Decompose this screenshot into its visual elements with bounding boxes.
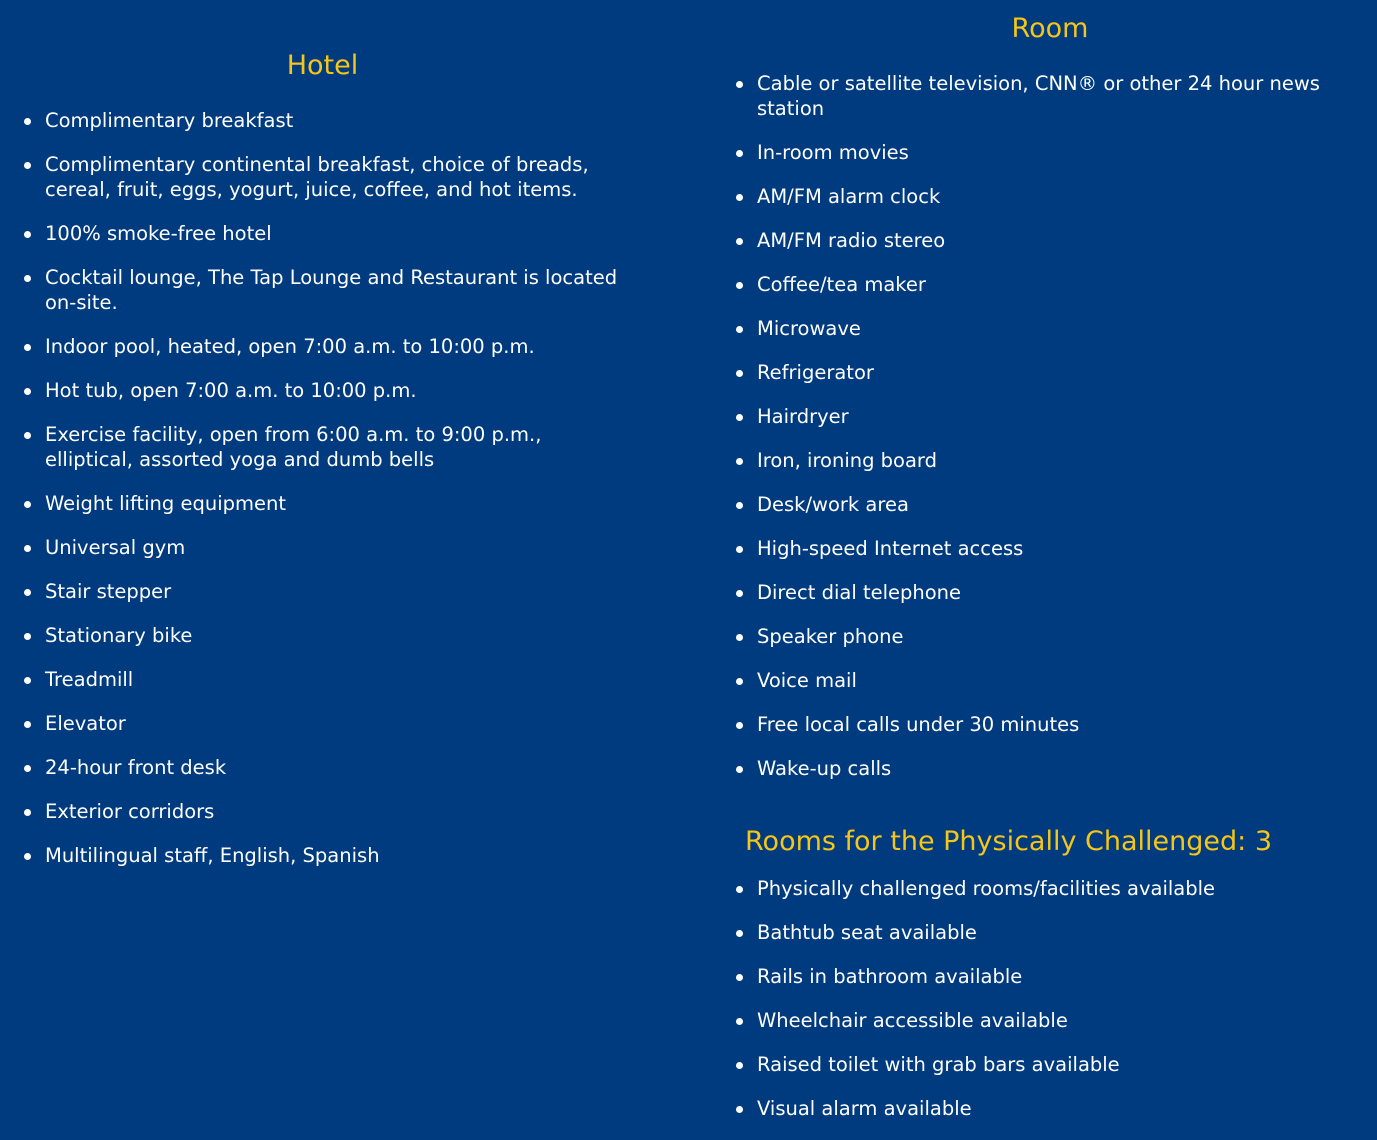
- amenity-item: [725, 1052, 1345, 1077]
- amenity-item: [725, 536, 1345, 561]
- accessible-section-title: Rooms for the Physically Challenged: 3: [745, 826, 1273, 857]
- amenity-text: Rails in bathroom available: [757, 965, 1023, 988]
- bullet-icon: [24, 344, 31, 351]
- bullet-icon: [736, 766, 743, 773]
- amenity-text: Stair stepper: [45, 580, 172, 603]
- amenity-text: Refrigerator: [757, 361, 874, 384]
- amenity-text: Universal gym: [45, 536, 186, 559]
- amenity-text: Weight lifting equipment: [45, 492, 287, 515]
- amenity-item: [725, 756, 1345, 781]
- bullet-icon: [24, 118, 31, 125]
- bullet-icon: [736, 326, 743, 333]
- amenity-text: Complimentary breakfast: [45, 109, 294, 132]
- amenity-item: [0, 334, 620, 359]
- bullet-icon: [736, 150, 743, 157]
- amenity-item: [725, 1008, 1345, 1033]
- amenity-item: [0, 422, 620, 472]
- amenity-item: [725, 964, 1345, 989]
- amenity-item: [0, 378, 620, 403]
- amenity-text: Stationary bike: [45, 624, 193, 647]
- amenity-text: Complimentary continental breakfast, choice of breads, cereal, fruit, eggs, yogurt, juice, coffee, and hot items.: [45, 153, 589, 201]
- bullet-icon: [736, 370, 743, 377]
- amenity-text: AM/FM alarm clock: [757, 185, 941, 208]
- bullet-icon: [736, 722, 743, 729]
- bullet-icon: [736, 502, 743, 509]
- bullet-icon: [24, 809, 31, 816]
- bullet-icon: [24, 677, 31, 684]
- amenity-text: Cable or satellite television, CNN® or other 24 hour news station: [757, 72, 1320, 120]
- bullet-icon: [736, 81, 743, 88]
- bullet-icon: [24, 275, 31, 282]
- bullet-icon: [24, 162, 31, 169]
- amenity-text: Wake-up calls: [757, 757, 892, 780]
- amenity-item: [725, 580, 1345, 605]
- hotel-section-title: Hotel: [286, 50, 359, 81]
- amenity-text: 100% smoke-free hotel: [45, 222, 272, 245]
- amenity-text: In-room movies: [757, 141, 909, 164]
- bullet-icon: [736, 974, 743, 981]
- amenity-text: Speaker phone: [757, 625, 904, 648]
- amenity-item: [725, 712, 1345, 737]
- bullet-icon: [24, 765, 31, 772]
- amenity-text: Hairdryer: [757, 405, 849, 428]
- amenity-text: Visual alarm available: [757, 1097, 972, 1120]
- amenity-text: Coffee/tea maker: [757, 273, 926, 296]
- bullet-icon: [736, 546, 743, 553]
- amenity-text: AM/FM radio stereo: [757, 229, 946, 252]
- bullet-icon: [736, 458, 743, 465]
- bullet-icon: [736, 590, 743, 597]
- amenity-item: [0, 221, 620, 246]
- bullet-icon: [24, 432, 31, 439]
- amenity-item: [0, 711, 620, 736]
- bullet-icon: [736, 634, 743, 641]
- amenity-text: Cocktail lounge, The Tap Lounge and Restaurant is located on-site.: [45, 266, 618, 314]
- amenity-text: Voice mail: [757, 669, 857, 692]
- amenity-text: Physically challenged rooms/facilities available: [757, 877, 1216, 900]
- amenity-item: [725, 624, 1345, 649]
- amenity-item: [725, 404, 1345, 429]
- room-amenities-list: [725, 71, 1345, 800]
- bullet-icon: [736, 1018, 743, 1025]
- bullet-icon: [24, 545, 31, 552]
- amenity-text: Indoor pool, heated, open 7:00 a.m. to 10:00 p.m.: [45, 335, 535, 358]
- room-section-title: Room: [1011, 13, 1089, 44]
- amenity-item: [725, 316, 1345, 341]
- amenity-text: 24-hour front desk: [45, 756, 227, 779]
- amenity-text: Treadmill: [45, 668, 134, 691]
- amenity-item: [725, 492, 1345, 517]
- bullet-icon: [24, 853, 31, 860]
- amenity-text: Hot tub, open 7:00 a.m. to 10:00 p.m.: [45, 379, 417, 402]
- amenity-text: Raised toilet with grab bars available: [757, 1053, 1120, 1076]
- amenity-item: [0, 843, 620, 868]
- amenity-item: [0, 667, 620, 692]
- amenity-text: Multilingual staff, English, Spanish: [45, 844, 380, 867]
- amenity-item: [725, 920, 1345, 945]
- bullet-icon: [736, 238, 743, 245]
- amenity-item: [725, 360, 1345, 385]
- bullet-icon: [24, 231, 31, 238]
- bullet-icon: [736, 194, 743, 201]
- amenity-item: [0, 579, 620, 604]
- amenity-item: [725, 228, 1345, 253]
- bullet-icon: [24, 501, 31, 508]
- bullet-icon: [24, 721, 31, 728]
- amenity-item: [725, 272, 1345, 297]
- bullet-icon: [736, 414, 743, 421]
- amenity-item: [0, 755, 620, 780]
- bullet-icon: [736, 282, 743, 289]
- amenity-text: Exterior corridors: [45, 800, 215, 823]
- amenity-item: [725, 1096, 1345, 1121]
- bullet-icon: [736, 678, 743, 685]
- amenity-item: [0, 535, 620, 560]
- amenity-item: [0, 265, 620, 315]
- amenity-item: [0, 108, 620, 133]
- amenity-item: [725, 876, 1345, 901]
- bullet-icon: [736, 1062, 743, 1069]
- bullet-icon: [736, 1106, 743, 1113]
- bullet-icon: [736, 930, 743, 937]
- bullet-icon: [24, 388, 31, 395]
- bullet-icon: [24, 589, 31, 596]
- amenity-item: [725, 71, 1345, 121]
- accessible-amenities-list: [725, 876, 1345, 1140]
- amenity-item: [725, 140, 1345, 165]
- bullet-icon: [736, 886, 743, 893]
- amenity-text: Wheelchair accessible available: [757, 1009, 1068, 1032]
- amenity-text: Desk/work area: [757, 493, 909, 516]
- bullet-icon: [24, 633, 31, 640]
- amenity-text: Free local calls under 30 minutes: [757, 713, 1080, 736]
- amenity-text: Direct dial telephone: [757, 581, 962, 604]
- amenity-text: Elevator: [45, 712, 126, 735]
- amenity-item: [0, 491, 620, 516]
- amenity-text: Iron, ironing board: [757, 449, 937, 472]
- amenity-text: High-speed Internet access: [757, 537, 1024, 560]
- amenity-text: Bathtub seat available: [757, 921, 977, 944]
- amenity-text: Exercise facility, open from 6:00 a.m. to 9:00 p.m., elliptical, assorted yoga and dumb bells: [45, 423, 542, 471]
- amenity-item: [725, 668, 1345, 693]
- amenity-item: [0, 152, 620, 202]
- amenity-item: [725, 448, 1345, 473]
- amenity-text: Microwave: [757, 317, 861, 340]
- amenity-item: [0, 623, 620, 648]
- amenity-item: [0, 799, 620, 824]
- amenity-item: [725, 184, 1345, 209]
- hotel-amenities-list: [0, 108, 620, 887]
